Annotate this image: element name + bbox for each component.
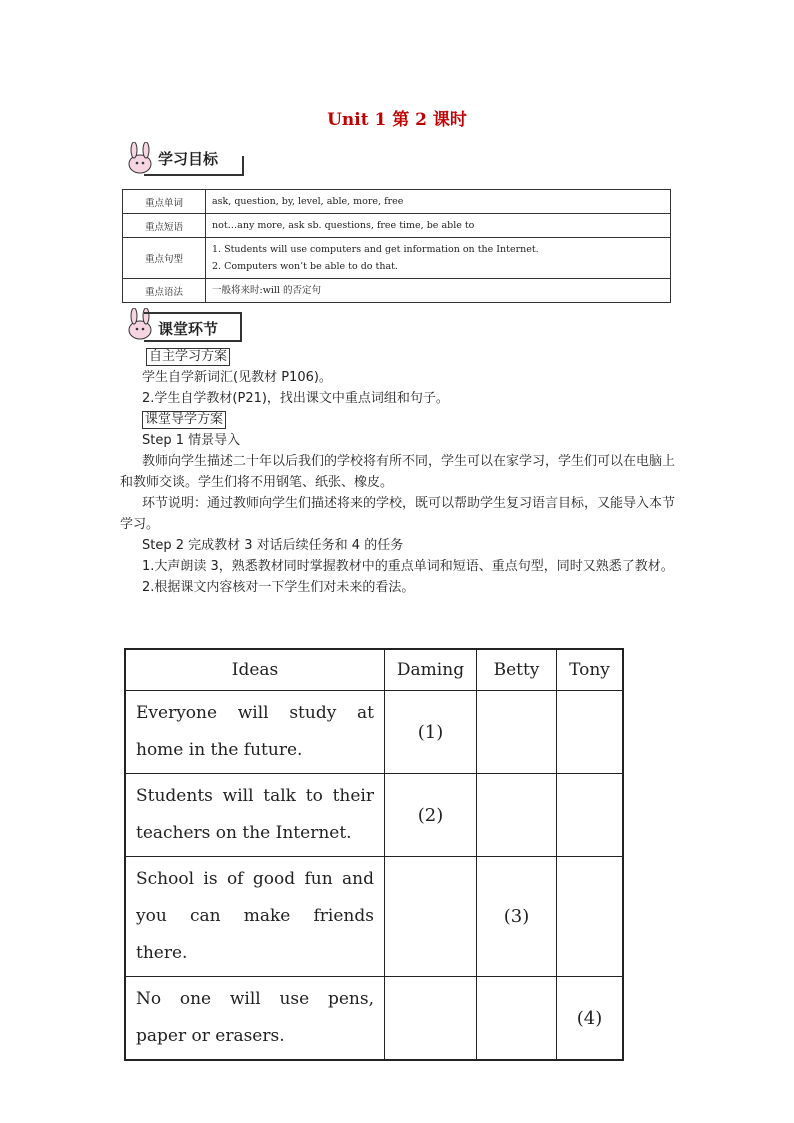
self-study-label: 自主学习方案 (146, 348, 230, 366)
step-2-heading: Step 2 完成教材 3 对话后续任务和 4 的任务 (142, 538, 404, 553)
blank-cell: (4) (557, 977, 624, 1061)
blank-cell (477, 774, 557, 857)
blank-cell: (1) (385, 691, 477, 774)
blank-cell (477, 691, 557, 774)
ideas-table (124, 648, 624, 1061)
table-row (123, 214, 671, 238)
step-2-item-2: 2.根据课文内容核对一下学生们对未来的看法。 (142, 580, 415, 595)
blank-cell (557, 691, 624, 774)
page-title: Unit 1 第 2 课时 (327, 110, 467, 130)
idea-text: No one will use pens, paper or erasers. (125, 977, 385, 1061)
step-1-note: 环节说明：通过教师向学生们描述将来的学校，既可以帮助学生复习语言目标，又能导入本节学习。 (120, 496, 676, 532)
goal-value: not…any more, ask sb. questions, free time, be able to (212, 220, 475, 231)
class-banner (120, 308, 244, 342)
blank-cell (557, 857, 624, 977)
step-2-item-1: 1.大声朗读 3，熟悉教材同时掌握教材中的重点单词和短语、重点句型，同时又熟悉了教材。 (142, 559, 674, 574)
table-header-row (125, 649, 623, 691)
step-1-text: 教师向学生描述二十年以后我们的学校将有所不同，学生可以在家学习，学生们可以在电脑上和教师交谈。学生们将不用钢笔、纸张、橡皮。 (120, 454, 676, 490)
table-row (123, 279, 671, 303)
goals-banner-label: 学习目标 (158, 150, 219, 168)
goal-value: 1. Students will use computers and get information on the Internet. (212, 244, 539, 255)
idea-text: Students will talk to their teachers on the Internet. (125, 774, 385, 857)
goals-table (122, 189, 671, 303)
table-row (125, 691, 623, 774)
blank-cell (477, 977, 557, 1061)
goal-key: 重点单词 (123, 190, 206, 214)
idea-text: School is of good fun and you can make friends there. (125, 857, 385, 977)
self-study-line-1: 学生自学新词汇(见教材 P106)。 (142, 370, 332, 385)
table-row (125, 977, 623, 1061)
header-ideas: Ideas (125, 649, 385, 691)
table-row (125, 774, 623, 857)
blank-cell: (2) (385, 774, 477, 857)
blank-cell: (3) (477, 857, 557, 977)
step-1-heading: Step 1 情景导入 (142, 433, 241, 448)
goal-key: 重点语法 (123, 279, 206, 303)
header-daming: Daming (385, 649, 477, 691)
guide-label: 课堂导学方案 (142, 411, 226, 429)
self-study-line-2: 2.学生自学教材(P21)，找出课文中重点词组和句子。 (142, 391, 449, 406)
goals-banner (120, 142, 244, 176)
header-betty: Betty (477, 649, 557, 691)
table-row (123, 238, 671, 279)
table-row (123, 190, 671, 214)
table-row (125, 857, 623, 977)
goal-value: ask, question, by, level, able, more, free (212, 196, 404, 207)
lesson-body (120, 346, 680, 598)
goal-value: 一般将来时:will 的否定句 (212, 285, 321, 296)
goal-value: 2. Computers won’t be able to do that. (212, 261, 398, 272)
header-tony: Tony (557, 649, 624, 691)
goal-key: 重点句型 (123, 238, 206, 279)
idea-text: Everyone will study at home in the future. (125, 691, 385, 774)
goal-key: 重点短语 (123, 214, 206, 238)
blank-cell (385, 977, 477, 1061)
blank-cell (557, 774, 624, 857)
blank-cell (385, 857, 477, 977)
class-banner-label: 课堂环节 (158, 320, 219, 338)
